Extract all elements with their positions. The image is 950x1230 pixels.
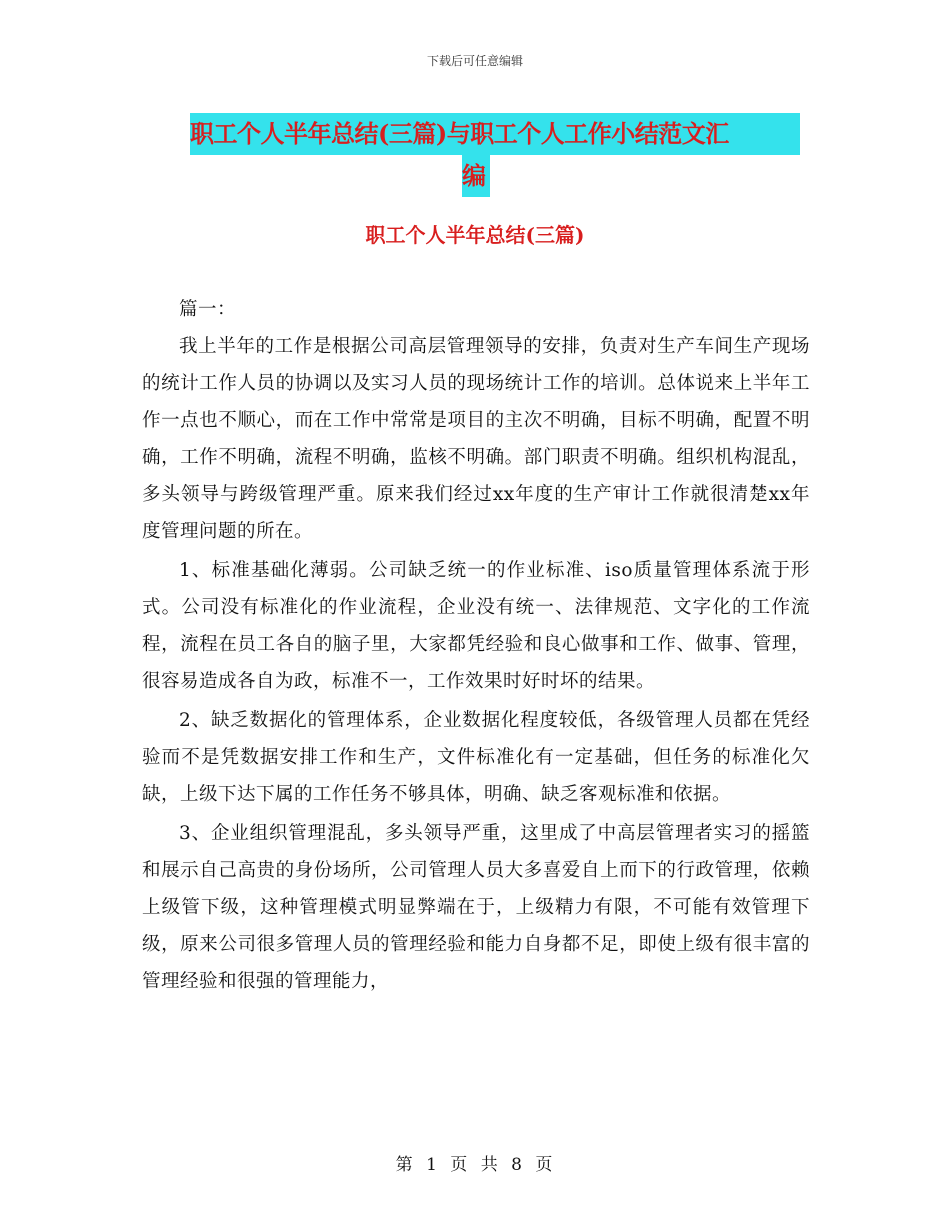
- paragraph: 2、缺乏数据化的管理体系，企业数据化程度较低，各级管理人员都在凭经验而不是凭数据安排工作和生产，文件标准化有一定基础，但任务的标准化欠缺，上级下达下属的工作任务不够具体，明确、缺乏客观标准和依据。: [142, 710, 810, 805]
- paragraph: 我上半年的工作是根据公司高层管理领导的安排，负责对生产车间生产现场的统计工作人员的协调以及实习人员的现场统计工作的培训。总体说来上半年工作一点也不顺心，而在工作中常常是项目的主次不明确，目标不明确，配置不明确，工作不明确，流程不明确，监核不明确。部门职责不明确。组织机构混乱，多头领导与跨级管理严重。原来我们经过xx年度的生产审计工作就很清楚xx年度管理问题的所在。: [142, 336, 810, 542]
- paragraph: 1、标准基础化薄弱。公司缺乏统一的作业标准、iso质量管理体系流于形式。公司没有标准化的作业流程，企业没有统一、法律规范、文字化的工作流程，流程在员工各自的脑子里，大家都凭经验和良心做事和工作、做事、管理，很容易造成各自为政，标准不一，工作效果时好时坏的结果。: [142, 560, 810, 692]
- page-footer: 第 1 页 共 8 页: [395, 1155, 555, 1175]
- section-title: 职工个人半年总结(三篇): [365, 223, 585, 247]
- paragraph-label: 篇一：: [179, 299, 237, 320]
- header-note: 下载后可任意编辑: [426, 54, 523, 68]
- paragraph: 3、企业组织管理混乱，多头领导严重，这里成了中高层管理者实习的摇篮和展示自己高贵的身份场所，公司管理人员大多喜爱自上而下的行政管理，依赖上级管下级，这种管理模式明显弊端在于，上级精力有限，不可能有效管理下级，原来公司很多管理人员的管理经验和能力自身都不足，即使上级有很丰富的管理经验和很强的管理能力，: [142, 823, 810, 992]
- document-title-line2: 编: [462, 155, 490, 197]
- document-body: [142, 291, 810, 1000]
- document-title: [190, 113, 810, 197]
- document-title-line1: 职工个人半年总结(三篇)与职工个人工作小结范文汇: [190, 113, 800, 155]
